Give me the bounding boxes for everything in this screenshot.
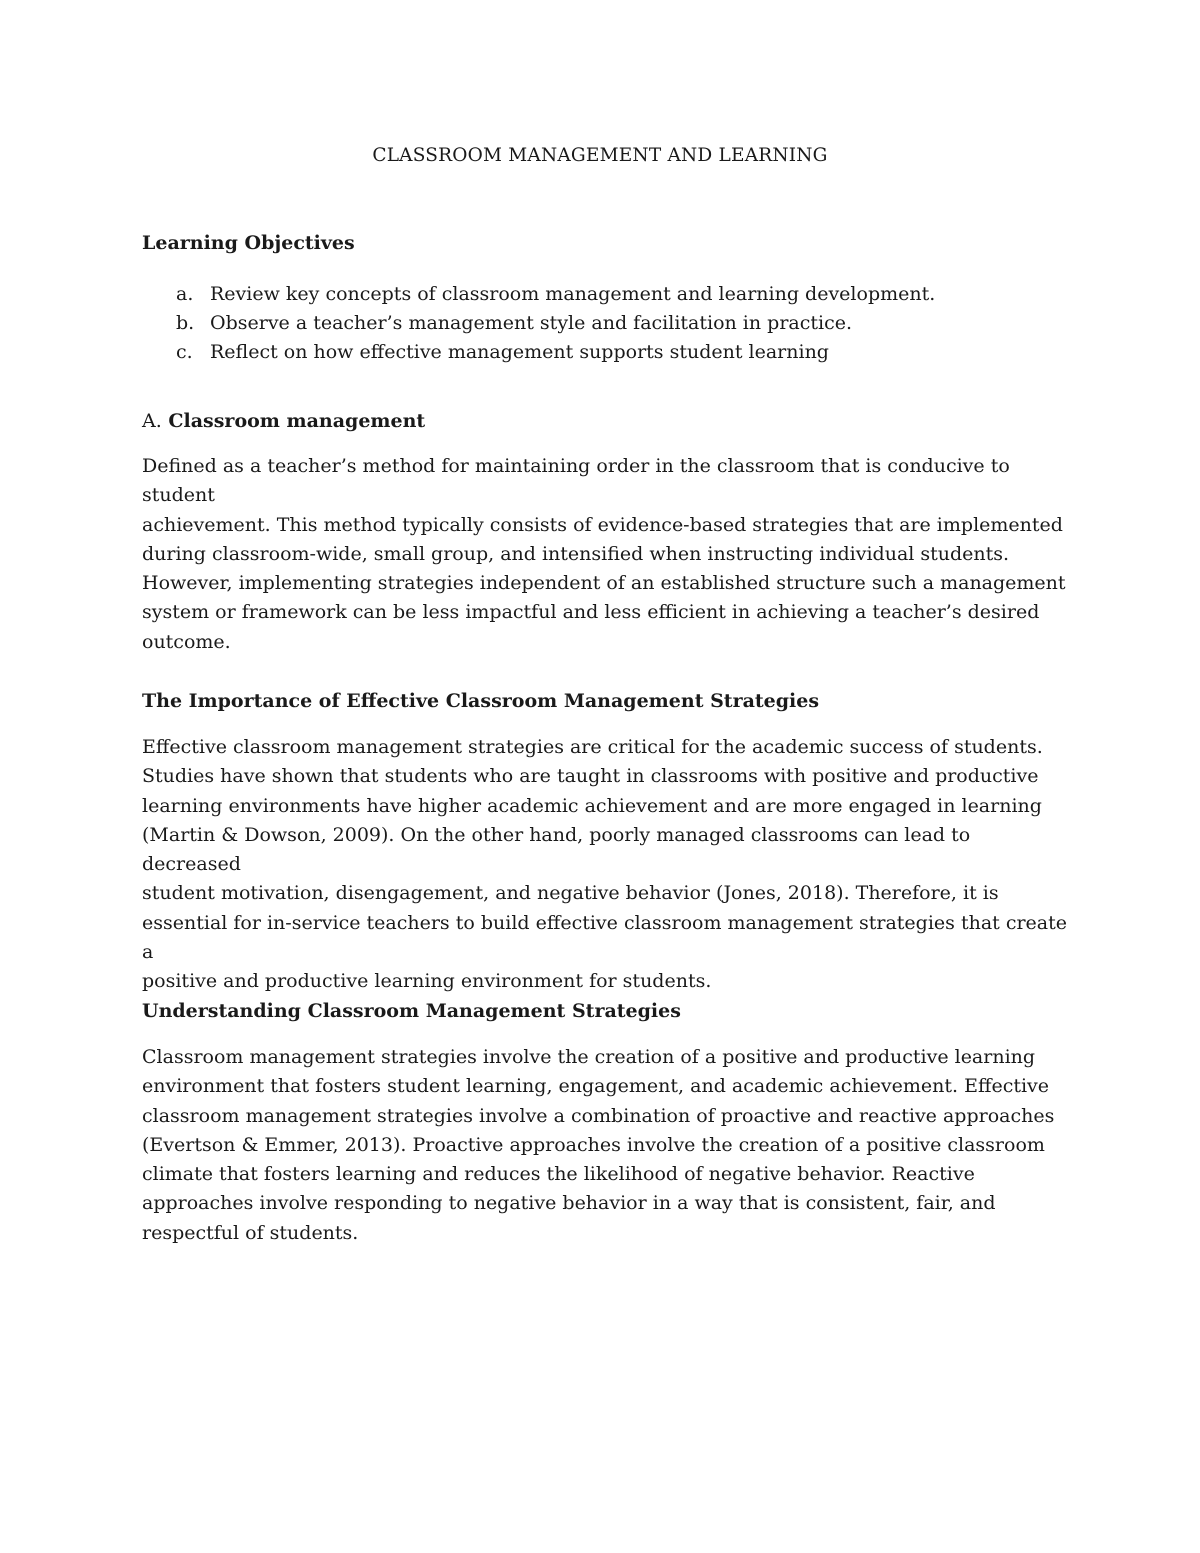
list-item-text: Observe a teacher’s management style and facilitation in practice. xyxy=(210,312,853,334)
list-item xyxy=(142,280,935,309)
objectives-heading: Learning Objectives xyxy=(142,232,355,254)
list-marker: c. xyxy=(176,341,193,363)
list-item xyxy=(142,309,935,338)
section-a-body: Defined as a teacher’s method for maintaining order in the classroom that is conducive to student achievement. This method typically consists of evidence-based strategies that are implemented during classroom-wide, small group, and intensified when instructing individual students. However, implementing strategies independent of an established structure such a management system or framework can be less impactful and less efficient in achieving a teacher’s desired outcome. xyxy=(142,455,1066,653)
list-item xyxy=(142,338,935,367)
document-title: CLASSROOM MANAGEMENT AND LEARNING xyxy=(372,145,828,166)
list-item-text: Reflect on how effective management supports student learning xyxy=(210,341,829,363)
section-a-prefix: A. xyxy=(142,410,162,432)
section-a-heading xyxy=(142,410,425,432)
understanding-heading: Understanding Classroom Management Strategies xyxy=(142,1000,681,1022)
list-marker: a. xyxy=(176,283,194,305)
importance-body: Effective classroom management strategies are critical for the academic success of students. Studies have shown that students who are taught in classrooms with positive and productive learning environments have higher academic achievement and are more engaged in learning (Martin & Dowson, 2009). On the other hand, poorly managed classrooms can lead to decreased student motivation, disengagement, and negative behavior (Jones, 2018). Therefore, it is essential for in-service teachers to build effective classroom management strategies that create a positive and productive learning environment for students. xyxy=(142,736,1067,993)
section-a-title: Classroom management xyxy=(168,410,426,432)
importance-heading: The Importance of Effective Classroom Management Strategies xyxy=(142,690,820,712)
list-item-text: Review key concepts of classroom management and learning development. xyxy=(210,283,936,305)
understanding-body: Classroom management strategies involve the creation of a positive and productive learning environment that fosters student learning, engagement, and academic achievement. Effective classroom management strategies involve a combination of proactive and reactive approaches (Evertson & Emmer, 2013). Proactive approaches involve the creation of a positive classroom climate that fosters learning and reduces the likelihood of negative behavior. Reactive approaches involve responding to negative behavior in a way that is consistent, fair, and respectful of students. xyxy=(142,1046,1055,1244)
objectives-list xyxy=(142,280,935,367)
list-marker: b. xyxy=(176,312,195,334)
